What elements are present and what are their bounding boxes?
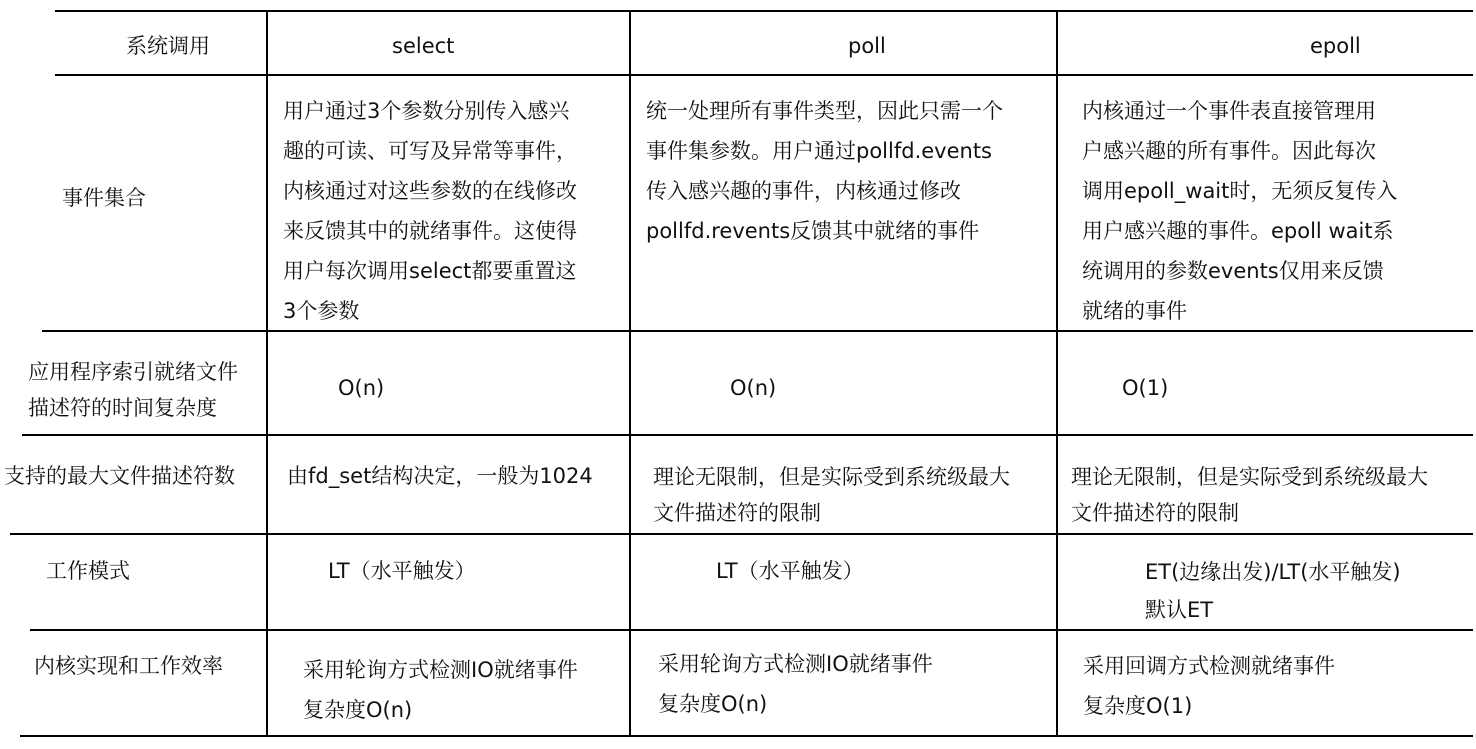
poll-time-complexity: O(n) (730, 376, 777, 400)
header-epoll: epoll (1310, 34, 1361, 58)
epoll-max-fds: 理论无限制，但是实际受到系统级最大 文件描述符的限制 (1071, 465, 1428, 525)
select-time-complexity: O(n) (338, 376, 385, 400)
row-label-kernel-impl: 内核实现和工作效率 (34, 654, 223, 678)
row-label-max-fds: 支持的最大文件描述符数 (4, 464, 235, 488)
epoll-time-complexity: O(1) (1122, 376, 1169, 400)
poll-kernel-impl: 采用轮询方式检测IO就绪事件 复杂度O(n) (658, 652, 933, 716)
epoll-work-mode: ET(边缘出发)/LT(水平触发) 默认ET (1145, 560, 1401, 622)
column-rule-1 (266, 10, 268, 737)
row-label-time-complexity: 应用程序索引就绪文件 描述符的时间复杂度 (28, 360, 238, 420)
select-work-mode: LT（水平触发） (328, 559, 476, 583)
header-poll: poll (848, 34, 886, 58)
select-max-fds: 由fd_set结构决定，一般为1024 (287, 464, 593, 488)
row-rule-2 (22, 434, 1473, 436)
row-label-event-set: 事件集合 (62, 186, 146, 210)
table-bottom-rule (20, 735, 1473, 737)
column-rule-2 (629, 10, 631, 737)
column-rule-3 (1056, 10, 1058, 737)
epoll-event-set: 内核通过一个事件表直接管理用 户感兴趣的所有事件。因此每次 调用epoll_wait时，无须反复传入 用户感兴趣的事件。epoll wait系 统调用的参数events仅用来反馈 就绪的事件 (1082, 99, 1398, 323)
poll-event-set: 统一处理所有事件类型，因此只需一个 事件集参数。用户通过pollfd.events 传入感兴趣的事件，内核通过修改 pollfd.revents反馈其中就绪的事件 (646, 99, 1003, 243)
header-row-label: 系统调用 (126, 34, 210, 58)
select-kernel-impl: 采用轮询方式检测IO就绪事件 复杂度O(n) (303, 658, 578, 722)
row-rule-4 (30, 629, 1473, 631)
header-select: select (392, 34, 455, 58)
select-event-set: 用户通过3个参数分别传入感兴 趣的可读、可写及异常等事件， 内核通过对这些参数的在线修改 来反馈其中的就绪事件。这使得 用户每次调用select都要重置这 3个参数 (283, 99, 577, 323)
poll-work-mode: LT（水平触发） (716, 559, 864, 583)
row-label-work-mode: 工作模式 (46, 559, 130, 583)
row-rule-3 (10, 533, 1473, 535)
poll-max-fds: 理论无限制，但是实际受到系统级最大 文件描述符的限制 (653, 465, 1010, 525)
epoll-kernel-impl: 采用回调方式检测就绪事件 复杂度O(1) (1083, 654, 1335, 718)
